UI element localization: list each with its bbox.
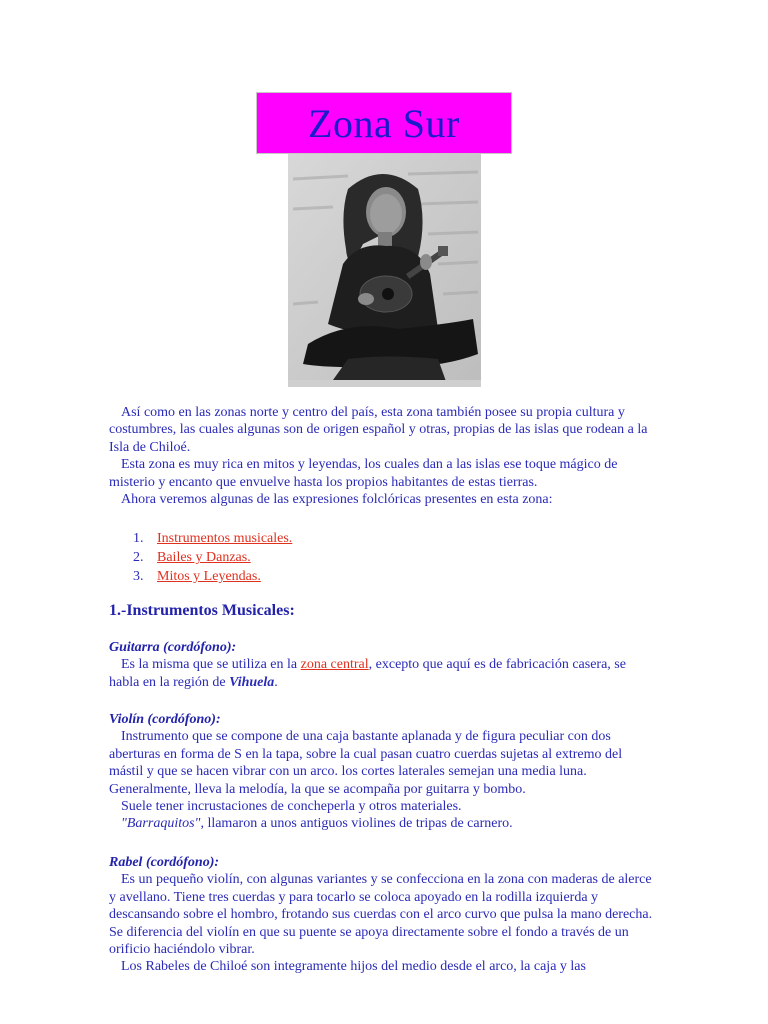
barraquitos-term: "Barraquitos" — [121, 816, 201, 832]
violin-heading: Violín (cordófono): — [109, 712, 221, 727]
rabel-paragraph-1: Es un pequeño violín, con algunas variantes y se confecciona en la zona con maderas de alerce y avellano. Tiene tres cuerdas y para tocarlo se coloca apoyado en la rodilla izquierda y descansando sobre el hombro, frotando sus cuerdas con el arco curvo que pulsa la mano derecha. Se diferencia del violín en que su puente se apoya directamente sobre el fondo a través de un orificio haciéndolo vibrar. — [109, 872, 653, 958]
violin-paragraph-1: Instrumento que se compone de una caja bastante aplanada y de figura peculiar con dos aberturas en forma de S en la tapa, sobre la cual pasan cuatro cuerdas sujetas al extremo del mástil y que se hacen vibrar con un arco. los cortes laterales semejan una media luna. Generalmente, lleva la melodía, la que se acompaña por guitarra y bombo. — [109, 729, 623, 797]
rabel-paragraph-2: Los Rabeles de Chiloé son integramente hijos del medio desde el arco, la caja y las — [121, 959, 586, 975]
rabel-block — [109, 854, 657, 976]
violin-paragraph-3-rest: , llamaron a unos antiguos violines de tripas de carnero. — [200, 816, 513, 832]
violin-paragraph-2: Suele tener incrustaciones de concheperla y otros materiales. — [121, 799, 462, 815]
toc-link-bailes[interactable]: Bailes y Danzas. — [157, 550, 251, 565]
guitarra-block — [109, 639, 657, 691]
toc-link-mitos[interactable]: Mitos y Leyendas. — [157, 569, 261, 584]
section-heading-instrumentos: 1.-Instrumentos Musicales: — [109, 602, 295, 619]
zona-central-link[interactable]: zona central — [300, 657, 369, 673]
guitarra-text-pre: Es la misma que se utiliza en la — [121, 657, 301, 673]
violin-block — [109, 711, 657, 833]
title-banner — [256, 92, 512, 154]
intro-paragraph-2: Esta zona es muy rica en mitos y leyendas, los cuales dan a las islas ese toque mágico de misterio y encanto que envuelve hasta los propios habitantes de estas tierras. — [109, 457, 618, 490]
rabel-heading: Rabel (cordófono): — [109, 855, 220, 870]
intro-paragraph-3: Ahora veremos algunas de las expresiones folclóricas presentes en esta zona: — [121, 492, 553, 508]
intro-paragraph-1: Así como en las zonas norte y centro del país, esta zona también posee su propia cultura y costumbres, las cuales algunas son de origen español y otras, propias de las islas que rodean a la Isla de Chiloé. — [109, 405, 648, 455]
list-number: 2. — [133, 550, 144, 565]
list-item — [133, 567, 292, 586]
violin-paragraph-3 — [109, 815, 657, 832]
list-number: 1. — [133, 531, 144, 546]
page-title: Zona Sur — [308, 100, 460, 146]
toc-link-instrumentos[interactable]: Instrumentos musicales. — [157, 531, 293, 546]
photo-illustration — [288, 154, 481, 387]
guitarra-text-mid: , excepto que aquí es de fabricación casera, se habla en la región de — [109, 657, 626, 690]
list-item — [133, 548, 292, 567]
woman-with-guitar-photo — [288, 154, 481, 387]
table-of-contents — [133, 529, 292, 586]
list-item — [133, 529, 292, 548]
intro-text — [109, 404, 657, 508]
guitarra-paragraph — [109, 656, 657, 691]
guitarra-heading: Guitarra (cordófono): — [109, 640, 237, 655]
vihuela-term: Vihuela — [229, 674, 275, 690]
list-number: 3. — [133, 569, 144, 584]
guitarra-text-post: . — [274, 674, 278, 690]
